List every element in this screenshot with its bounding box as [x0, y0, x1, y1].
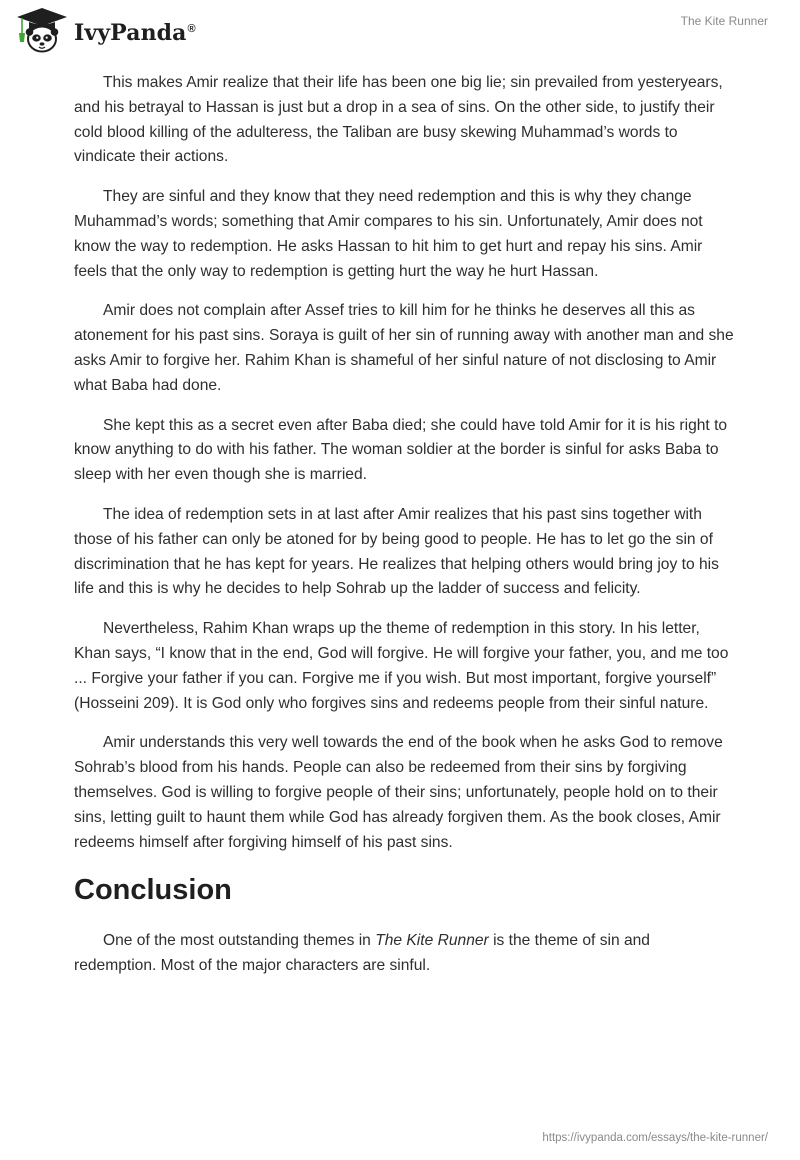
- conclusion-heading: Conclusion: [74, 874, 232, 907]
- essay-body: [74, 71, 734, 994]
- paragraph: This makes Amir realize that their life has been one big lie; sin prevailed from yesteryears, and his betrayal to Hassan is just but a drop in a sea of sins. On the other side, to justify their cold blood killing of the adulteress, the Taliban are busy skewing Muhammad’s words to vindicate their actions.: [74, 74, 723, 166]
- page-header: [0, 0, 800, 64]
- paragraph: Nevertheless, Rahim Khan wraps up the theme of redemption in this story. In his letter, Khan says, “I know that in the end, God will forgive. He will forgive your father, you, and me too ... Forgive your father if you can. Forgive me if you wish. But most important, forgive yourself” (Hosseini 209). It is God only who forgives sins and redeems people from their sinful nature.: [74, 620, 729, 712]
- registered-mark: ®: [187, 22, 196, 35]
- conclusion-paragraph: [74, 929, 734, 979]
- panda-graduate-icon: [14, 6, 70, 56]
- paragraph: Amir does not complain after Assef tries to kill him for he thinks he deserves all this as atonement for his past sins. Soraya is guilt of her sin of running away with another man and she asks Amir to forgive her. Rahim Khan is shameful of her sinful nature of not disclosing to Amir what Baba had done.: [74, 302, 734, 394]
- paragraph: They are sinful and they know that they need redemption and this is why they change Muhammad’s words; something that Amir compares to his sin. Unfortunately, Amir does not know the way to redemption. He asks Hassan to hit him to get hurt and repay his sins. Amir feels that the only way to redemption is getting hurt the way he hurt Hassan.: [74, 188, 703, 280]
- paragraph: Amir understands this very well towards the end of the book when he asks God to remove Sohrab’s blood from his hands. People can also be redeemed from their sins by forgiving themselves. God is willing to forgive people of their sins; unfortunately, people hold on to their sins, letting guilt to haunt them while God has already forgiven them. As the book closes, Amir redeems himself after forgiving himself of his past sins.: [74, 734, 723, 851]
- running-title: The Kite Runner: [680, 14, 768, 28]
- conclusion-text-start: One of the most outstanding themes in: [103, 932, 376, 950]
- ivypanda-logo[interactable]: [14, 6, 196, 56]
- brand-name: [74, 20, 196, 46]
- paragraph: The idea of redemption sets in at last after Amir realizes that his past sins together with those of his father can only be atoned for by being good to people. He has to let go the sin of discrimination that he has kept for years. He realizes that helping others would bring joy to his life and this is why he decides to help Sohrab up the ladder of success and felicity.: [74, 505, 719, 598]
- source-url[interactable]: https://ivypanda.com/essays/the-kite-runner/: [542, 1132, 768, 1144]
- paragraph: She kept this as a secret even after Baba died; she could have told Amir for it is his right to know anything to do with his father. The woman soldier at the border is sinful for asks Baba to sleep with her even though she is married.: [74, 416, 728, 484]
- book-title: The Kite Runner: [375, 932, 489, 950]
- conclusion-text-end: is the theme of sin and redemption. Most of the major characters are sinful.: [74, 932, 650, 975]
- brand-text: IvyPanda: [74, 20, 187, 46]
